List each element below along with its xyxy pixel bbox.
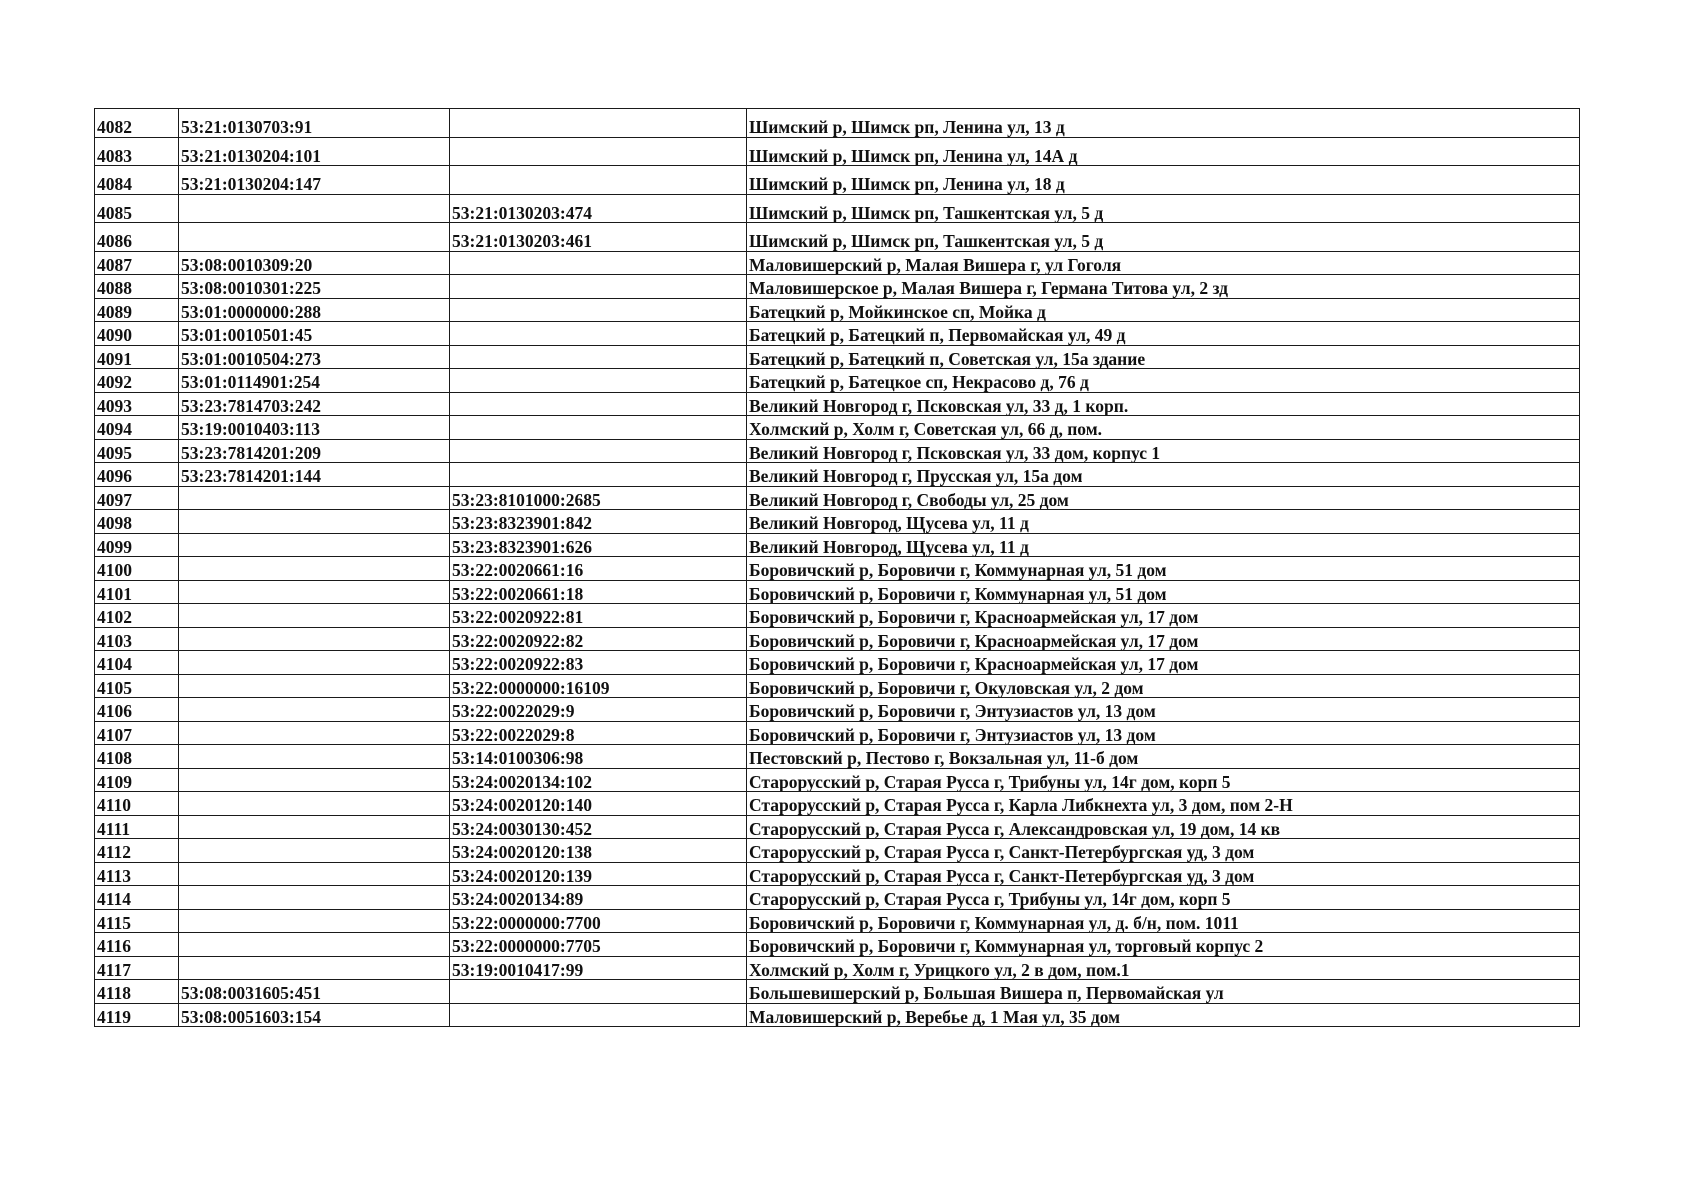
row-number-cell: 4112	[95, 839, 179, 863]
address-cell: Холмский р, Холм г, Советская ул, 66 д, пом.	[747, 416, 1580, 440]
cadastral-number-cell	[179, 674, 450, 698]
address-cell: Великий Новгород г, Псковская ул, 33 д, 1 корп.	[747, 392, 1580, 416]
table-row	[95, 275, 1580, 299]
cadastral-number-alt-cell	[450, 1003, 747, 1027]
row-number-cell: 4116	[95, 933, 179, 957]
table-row	[95, 627, 1580, 651]
table-row	[95, 745, 1580, 769]
cadastral-number-alt-cell	[450, 109, 747, 138]
row-number-cell: 4089	[95, 298, 179, 322]
cadastral-number-alt-cell: 53:21:0130203:474	[450, 194, 747, 223]
cadastral-number-alt-cell: 53:14:0100306:98	[450, 745, 747, 769]
row-number-cell: 4101	[95, 580, 179, 604]
address-cell: Великий Новгород г, Прусская ул, 15а дом	[747, 463, 1580, 487]
cadastral-number-alt-cell	[450, 275, 747, 299]
cadastral-number-cell: 53:08:0051603:154	[179, 1003, 450, 1027]
row-number-cell: 4095	[95, 439, 179, 463]
cadastral-number-cell	[179, 839, 450, 863]
table-row	[95, 886, 1580, 910]
cadastral-number-cell: 53:01:0010504:273	[179, 345, 450, 369]
table-row	[95, 166, 1580, 195]
cadastral-number-alt-cell	[450, 416, 747, 440]
row-number-cell: 4110	[95, 792, 179, 816]
row-number-cell: 4086	[95, 223, 179, 252]
address-cell: Шимский р, Шимск рп, Ташкентская ул, 5 д	[747, 194, 1580, 223]
address-cell: Великий Новгород г, Свободы ул, 25 дом	[747, 486, 1580, 510]
table-row	[95, 956, 1580, 980]
cadastral-number-cell	[179, 557, 450, 581]
cadastral-number-cell	[179, 792, 450, 816]
table-row	[95, 815, 1580, 839]
address-cell: Шимский р, Шимск рп, Ленина ул, 14А д	[747, 137, 1580, 166]
address-cell: Маловишерское р, Малая Вишера г, Германа Титова ул, 2 зд	[747, 275, 1580, 299]
table-row	[95, 251, 1580, 275]
cadastral-number-cell: 53:01:0010501:45	[179, 322, 450, 346]
table-row	[95, 698, 1580, 722]
cadastral-number-cell	[179, 627, 450, 651]
cadastral-number-alt-cell: 53:22:0020922:81	[450, 604, 747, 628]
address-cell: Боровичский р, Боровичи г, Коммунарная ул, 51 дом	[747, 580, 1580, 604]
address-cell: Боровичский р, Боровичи г, Красноармейская ул, 17 дом	[747, 627, 1580, 651]
row-number-cell: 4106	[95, 698, 179, 722]
cadastral-number-cell: 53:23:7814201:144	[179, 463, 450, 487]
cadastral-number-alt-cell: 53:22:0020922:83	[450, 651, 747, 675]
address-cell: Великий Новгород, Щусева ул, 11 д	[747, 510, 1580, 534]
row-number-cell: 4084	[95, 166, 179, 195]
row-number-cell: 4097	[95, 486, 179, 510]
cadastral-number-alt-cell: 53:21:0130203:461	[450, 223, 747, 252]
row-number-cell: 4114	[95, 886, 179, 910]
cadastral-number-cell: 53:01:0000000:288	[179, 298, 450, 322]
row-number-cell: 4109	[95, 768, 179, 792]
table-row	[95, 345, 1580, 369]
table-row	[95, 137, 1580, 166]
row-number-cell: 4091	[95, 345, 179, 369]
registry-table-body	[95, 109, 1580, 1027]
address-cell: Шимский р, Шимск рп, Ташкентская ул, 5 д	[747, 223, 1580, 252]
cadastral-number-alt-cell: 53:24:0020134:102	[450, 768, 747, 792]
cadastral-number-alt-cell	[450, 251, 747, 275]
cadastral-number-cell	[179, 768, 450, 792]
table-row	[95, 298, 1580, 322]
address-cell: Шимский р, Шимск рп, Ленина ул, 18 д	[747, 166, 1580, 195]
table-row	[95, 862, 1580, 886]
cadastral-number-alt-cell	[450, 439, 747, 463]
row-number-cell: 4108	[95, 745, 179, 769]
row-number-cell: 4103	[95, 627, 179, 651]
address-cell: Пестовский р, Пестово г, Вокзальная ул, 11-б дом	[747, 745, 1580, 769]
cadastral-number-cell: 53:23:7814201:209	[179, 439, 450, 463]
table-row	[95, 933, 1580, 957]
cadastral-number-cell: 53:23:7814703:242	[179, 392, 450, 416]
cadastral-number-alt-cell: 53:23:8101000:2685	[450, 486, 747, 510]
table-row	[95, 369, 1580, 393]
cadastral-number-cell: 53:21:0130204:147	[179, 166, 450, 195]
address-cell: Батецкий р, Батецкий п, Первомайская ул, 49 д	[747, 322, 1580, 346]
table-row	[95, 439, 1580, 463]
row-number-cell: 4092	[95, 369, 179, 393]
cadastral-number-alt-cell: 53:22:0020661:16	[450, 557, 747, 581]
row-number-cell: 4113	[95, 862, 179, 886]
row-number-cell: 4093	[95, 392, 179, 416]
cadastral-number-cell: 53:08:0031605:451	[179, 980, 450, 1004]
cadastral-number-cell: 53:08:0010301:225	[179, 275, 450, 299]
row-number-cell: 4094	[95, 416, 179, 440]
row-number-cell: 4117	[95, 956, 179, 980]
row-number-cell: 4119	[95, 1003, 179, 1027]
address-cell: Старорусский р, Старая Русса г, Карла Либкнехта ул, 3 дом, пом 2-Н	[747, 792, 1580, 816]
cadastral-number-cell	[179, 909, 450, 933]
table-row	[95, 557, 1580, 581]
address-cell: Великий Новгород, Щусева ул, 11 д	[747, 533, 1580, 557]
address-cell: Старорусский р, Старая Русса г, Трибуны ул, 14г дом, корп 5	[747, 886, 1580, 910]
cadastral-number-cell	[179, 604, 450, 628]
cadastral-number-alt-cell: 53:22:0022029:9	[450, 698, 747, 722]
cadastral-number-cell	[179, 580, 450, 604]
address-cell: Батецкий р, Мойкинское сп, Мойка д	[747, 298, 1580, 322]
property-registry-table	[94, 108, 1580, 1027]
cadastral-number-alt-cell: 53:22:0020922:82	[450, 627, 747, 651]
address-cell: Боровичский р, Боровичи г, Энтузиастов ул, 13 дом	[747, 721, 1580, 745]
table-row	[95, 674, 1580, 698]
cadastral-number-alt-cell	[450, 298, 747, 322]
cadastral-number-cell	[179, 956, 450, 980]
table-row	[95, 223, 1580, 252]
cadastral-number-alt-cell: 53:24:0020120:139	[450, 862, 747, 886]
cadastral-number-alt-cell	[450, 166, 747, 195]
cadastral-number-alt-cell: 53:23:8323901:842	[450, 510, 747, 534]
address-cell: Батецкий р, Батецкое сп, Некрасово д, 76 д	[747, 369, 1580, 393]
address-cell: Батецкий р, Батецкий п, Советская ул, 15а здание	[747, 345, 1580, 369]
cadastral-number-alt-cell: 53:24:0020120:140	[450, 792, 747, 816]
row-number-cell: 4085	[95, 194, 179, 223]
cadastral-number-alt-cell: 53:22:0020661:18	[450, 580, 747, 604]
address-cell: Старорусский р, Старая Русса г, Трибуны ул, 14г дом, корп 5	[747, 768, 1580, 792]
row-number-cell: 4107	[95, 721, 179, 745]
cadastral-number-cell: 53:19:0010403:113	[179, 416, 450, 440]
address-cell: Боровичский р, Боровичи г, Коммунарная ул, торговый корпус 2	[747, 933, 1580, 957]
cadastral-number-cell: 53:01:0114901:254	[179, 369, 450, 393]
cadastral-number-cell	[179, 651, 450, 675]
cadastral-number-alt-cell	[450, 137, 747, 166]
table-row	[95, 580, 1580, 604]
row-number-cell: 4087	[95, 251, 179, 275]
table-row	[95, 792, 1580, 816]
table-row	[95, 463, 1580, 487]
cadastral-number-cell	[179, 533, 450, 557]
cadastral-number-alt-cell	[450, 322, 747, 346]
cadastral-number-alt-cell: 53:24:0030130:452	[450, 815, 747, 839]
row-number-cell: 4118	[95, 980, 179, 1004]
table-row	[95, 651, 1580, 675]
cadastral-number-cell	[179, 933, 450, 957]
address-cell: Старорусский р, Старая Русса г, Санкт-Петербургская уд, 3 дом	[747, 862, 1580, 886]
row-number-cell: 4115	[95, 909, 179, 933]
table-row	[95, 1003, 1580, 1027]
cadastral-number-cell	[179, 745, 450, 769]
cadastral-number-alt-cell: 53:22:0000000:7700	[450, 909, 747, 933]
table-row	[95, 510, 1580, 534]
cadastral-number-alt-cell: 53:22:0000000:16109	[450, 674, 747, 698]
table-row	[95, 486, 1580, 510]
address-cell: Холмский р, Холм г, Урицкого ул, 2 в дом, пом.1	[747, 956, 1580, 980]
table-row	[95, 839, 1580, 863]
cadastral-number-alt-cell: 53:22:0022029:8	[450, 721, 747, 745]
table-row	[95, 109, 1580, 138]
address-cell: Боровичский р, Боровичи г, Красноармейская ул, 17 дом	[747, 651, 1580, 675]
table-row	[95, 416, 1580, 440]
cadastral-number-cell	[179, 721, 450, 745]
cadastral-number-cell	[179, 862, 450, 886]
table-row	[95, 194, 1580, 223]
row-number-cell: 4100	[95, 557, 179, 581]
address-cell: Старорусский р, Старая Русса г, Александровская ул, 19 дом, 14 кв	[747, 815, 1580, 839]
cadastral-number-alt-cell: 53:19:0010417:99	[450, 956, 747, 980]
cadastral-number-alt-cell	[450, 369, 747, 393]
cadastral-number-alt-cell	[450, 980, 747, 1004]
cadastral-number-cell	[179, 223, 450, 252]
table-row	[95, 909, 1580, 933]
table-row	[95, 322, 1580, 346]
cadastral-number-alt-cell	[450, 345, 747, 369]
table-row	[95, 392, 1580, 416]
address-cell: Боровичский р, Боровичи г, Коммунарная ул, 51 дом	[747, 557, 1580, 581]
row-number-cell: 4082	[95, 109, 179, 138]
table-row	[95, 721, 1580, 745]
table-row	[95, 533, 1580, 557]
table-row	[95, 768, 1580, 792]
address-cell: Старорусский р, Старая Русса г, Санкт-Петербургская уд, 3 дом	[747, 839, 1580, 863]
row-number-cell: 4111	[95, 815, 179, 839]
cadastral-number-cell	[179, 698, 450, 722]
address-cell: Маловишерский р, Малая Вишера г, ул Гоголя	[747, 251, 1580, 275]
table-row	[95, 980, 1580, 1004]
cadastral-number-cell	[179, 486, 450, 510]
address-cell: Шимский р, Шимск рп, Ленина ул, 13 д	[747, 109, 1580, 138]
cadastral-number-alt-cell: 53:24:0020134:89	[450, 886, 747, 910]
cadastral-number-alt-cell: 53:22:0000000:7705	[450, 933, 747, 957]
table-row	[95, 604, 1580, 628]
cadastral-number-cell	[179, 194, 450, 223]
address-cell: Великий Новгород г, Псковская ул, 33 дом, корпус 1	[747, 439, 1580, 463]
cadastral-number-cell: 53:08:0010309:20	[179, 251, 450, 275]
row-number-cell: 4105	[95, 674, 179, 698]
row-number-cell: 4090	[95, 322, 179, 346]
row-number-cell: 4088	[95, 275, 179, 299]
address-cell: Маловишерский р, Веребье д, 1 Мая ул, 35 дом	[747, 1003, 1580, 1027]
cadastral-number-cell	[179, 886, 450, 910]
row-number-cell: 4083	[95, 137, 179, 166]
cadastral-number-cell: 53:21:0130703:91	[179, 109, 450, 138]
cadastral-number-cell: 53:21:0130204:101	[179, 137, 450, 166]
address-cell: Боровичский р, Боровичи г, Коммунарная ул, д. б/н, пом. 1011	[747, 909, 1580, 933]
cadastral-number-alt-cell	[450, 392, 747, 416]
row-number-cell: 4102	[95, 604, 179, 628]
cadastral-number-alt-cell	[450, 463, 747, 487]
cadastral-number-alt-cell: 53:24:0020120:138	[450, 839, 747, 863]
cadastral-number-cell	[179, 510, 450, 534]
cadastral-number-alt-cell: 53:23:8323901:626	[450, 533, 747, 557]
row-number-cell: 4099	[95, 533, 179, 557]
row-number-cell: 4098	[95, 510, 179, 534]
address-cell: Большевишерский р, Большая Вишера п, Первомайская ул	[747, 980, 1580, 1004]
address-cell: Боровичский р, Боровичи г, Красноармейская ул, 17 дом	[747, 604, 1580, 628]
address-cell: Боровичский р, Боровичи г, Энтузиастов ул, 13 дом	[747, 698, 1580, 722]
cadastral-number-cell	[179, 815, 450, 839]
address-cell: Боровичский р, Боровичи г, Окуловская ул, 2 дом	[747, 674, 1580, 698]
row-number-cell: 4104	[95, 651, 179, 675]
row-number-cell: 4096	[95, 463, 179, 487]
